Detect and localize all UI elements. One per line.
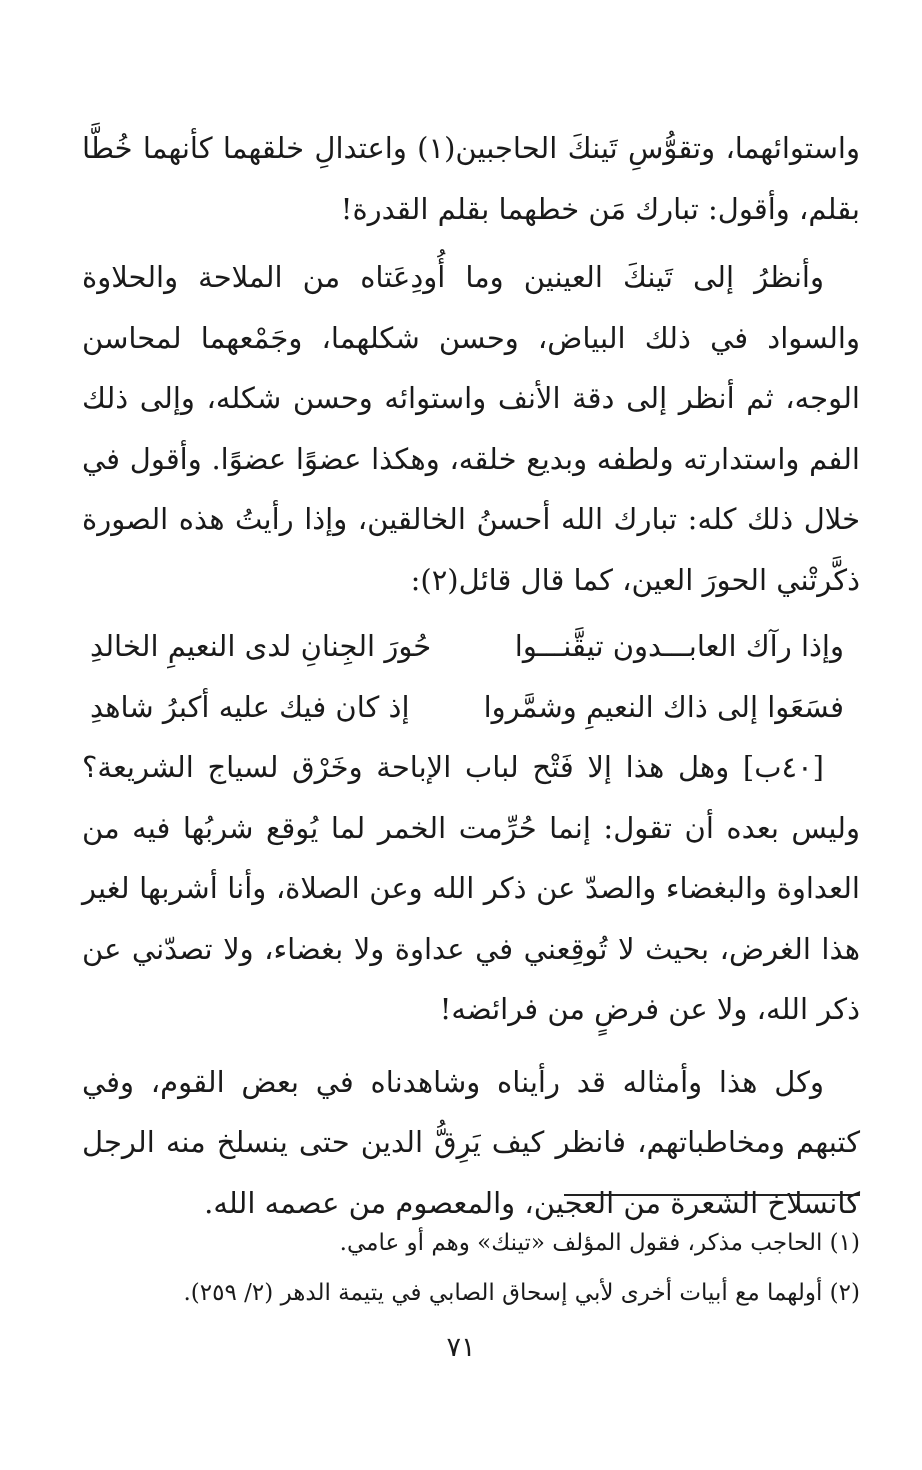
verse-2-second-hemistich: إذ كان فيك عليه أكبرُ شاهدِ: [90, 689, 410, 724]
paragraph-3: [٤٠ب] وهل هذا إلا فَتْح لباب الإباحة وخَرْق لسياج الشريعة؟ وليس بعده أن تقول: إنما حُرِّمت الخمر لما يُوقع شربُها فيه من العداوة والبغضاء والصدّ عن ذكر الله وعن الصلاة، وأنا أشربها لغير هذا الغرض، بحيث لا تُوقِعني في عداوة ولا بغضاء، ولا تصدّني عن ذكر الله، ولا عن فرضٍ من فرائضه!: [82, 750, 860, 1026]
footnote-1: (١) الحاجب مذكر، فقول المؤلف «تينك» وهم أو عامي.: [339, 1230, 860, 1256]
main-text-continued: [82, 737, 860, 1233]
footnote-2: (٢) أولهما مع أبيات أخرى لأبي إسحاق الصابي في يتيمة الدهر (٢/ ٢٥٩).: [183, 1280, 860, 1306]
verse-line-1: [82, 616, 860, 677]
main-text: [82, 118, 860, 610]
paragraph-4: وكل هذا وأمثاله قد رأيناه وشاهدناه في بعض القوم، وفي كتبهم ومخاطباتهم، فانظر كيف يَرِقُّ الدين حتى ينسلخ منه الرجل كانسلاخ الشعرة من العجين، والمعصوم من عصمه الله.: [82, 1064, 860, 1220]
verse-line-2: [82, 677, 860, 738]
paragraph-2: وأنظرُ إلى تَينكَ العينين وما أُودِعَتاه من الملاحة والحلاوة والسواد في ذلك البياض، وحسن شكلهما، وجَمْعهما لمحاسن الوجه، ثم أنظر إلى دقة الأنف واستوائه وحسن شكله، وإلى ذلك الفم واستدارته ولطفه وبديع خلقه، وهكذا عضوًا عضوًا. وأقول في خلال ذلك كله: تبارك الله أحسنُ الخالقين، وإذا رأيتُ هذه الصورة ذكَّرتْني الحورَ العين، كما قال قائل(٢):: [82, 260, 860, 597]
paragraph-1: واستوائهما، وتقوُّسِ تَينكَ الحاجبين(١) واعتدالِ خلقهما كأنهما خُطَّا بقلم، وأقول: تبارك مَن خطهما بقلم القدرة!: [82, 131, 860, 226]
footnote-divider: [564, 1194, 860, 1196]
footnotes: [82, 1218, 860, 1318]
verse-1-first-hemistich: وإذا رآك العابـــدون تيقَّنـــوا: [514, 629, 844, 663]
page-number: ٧١: [446, 1332, 476, 1363]
verse-2-first-hemistich: فسَعَوا إلى ذاك النعيمِ وشمَّروا: [483, 689, 844, 724]
verse-1-second-hemistich: حُورَ الجِنانِ لدى النعيمِ الخالدِ: [90, 629, 432, 663]
